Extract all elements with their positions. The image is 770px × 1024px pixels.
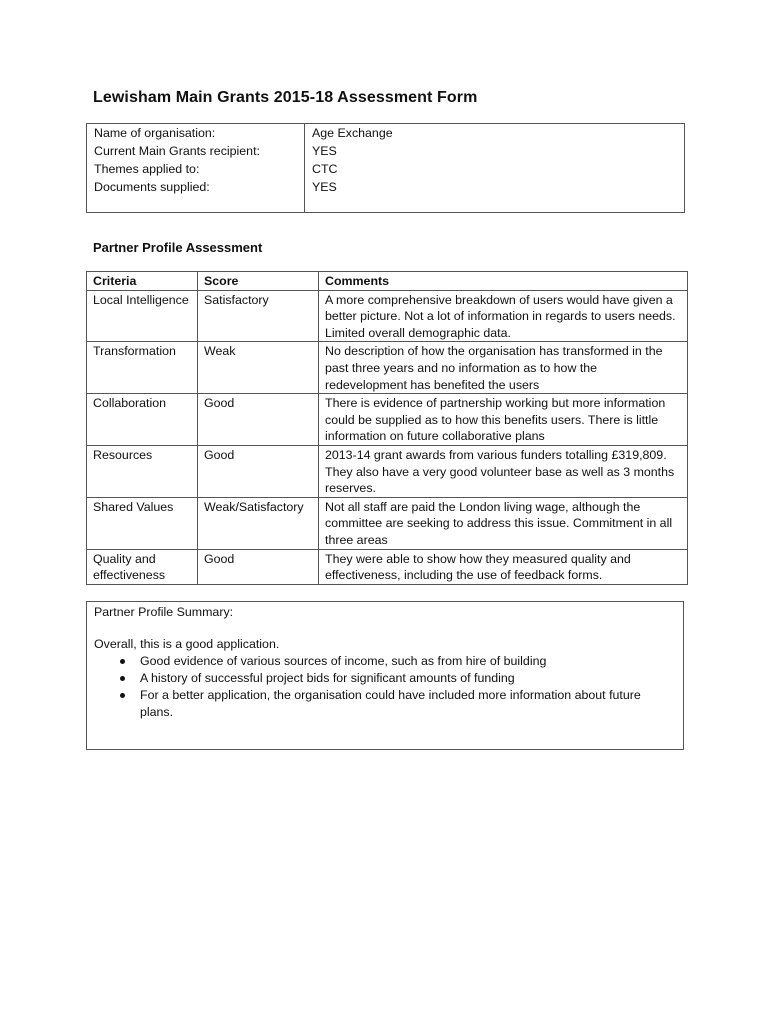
score-cell: Good — [198, 549, 319, 584]
score-cell: Good — [198, 394, 319, 446]
score-cell: Good — [198, 445, 319, 497]
assessment-table — [86, 271, 688, 585]
comments-cell: No description of how the organisation has transformed in the past three years and no information as to how the redevelopment has benefited the users — [319, 342, 688, 394]
info-label: Current Main Grants recipient: — [87, 142, 305, 160]
summary-heading: Partner Profile Summary: — [94, 605, 234, 619]
comments-cell: 2013-14 grant awards from various funders totalling £319,809. They also have a very good volunteer base as well as 3 months reserves. — [319, 445, 688, 497]
criteria-cell: Collaboration — [87, 394, 198, 446]
table-row — [87, 342, 688, 394]
list-item: For a better application, the organisation could have included more information about future plans. — [140, 687, 676, 721]
comments-cell: There is evidence of partnership working but more information could be supplied as to how this benefits users. There is little information on future collaborative plans — [319, 394, 688, 446]
page-title: Lewisham Main Grants 2015-18 Assessment Form — [93, 89, 478, 106]
table-header-row — [87, 272, 688, 291]
criteria-header: Criteria — [87, 272, 198, 291]
table-row — [87, 549, 688, 584]
info-value: CTC — [305, 160, 685, 178]
info-label: Documents supplied: — [87, 178, 305, 213]
table-row — [87, 394, 688, 446]
info-row — [87, 124, 685, 143]
info-row — [87, 142, 685, 160]
section-title: Partner Profile Assessment — [93, 240, 263, 255]
criteria-cell: Quality and effectiveness — [87, 549, 198, 584]
info-row — [87, 178, 685, 213]
summary-intro: Overall, this is a good application. — [94, 637, 280, 651]
info-value: YES — [305, 178, 685, 213]
comments-cell: They were able to show how they measured quality and effectiveness, including the use of feedback forms. — [319, 549, 688, 584]
info-label: Name of organisation: — [87, 124, 305, 143]
criteria-cell: Transformation — [87, 342, 198, 394]
score-header: Score — [198, 272, 319, 291]
organisation-info-table — [86, 123, 685, 213]
comments-cell: A more comprehensive breakdown of users would have given a better picture. Not a lot of information in regards to users needs. Limited overall demographic data. — [319, 290, 688, 342]
comments-cell: Not all staff are paid the London living wage, although the committee are seeking to address this issue. Commitment in all three areas — [319, 497, 688, 549]
info-label: Themes applied to: — [87, 160, 305, 178]
summary-bullet-list — [94, 653, 676, 721]
criteria-cell: Shared Values — [87, 497, 198, 549]
list-item: Good evidence of various sources of income, such as from hire of building — [140, 653, 676, 670]
score-cell: Weak/Satisfactory — [198, 497, 319, 549]
comments-header: Comments — [319, 272, 688, 291]
list-item: A history of successful project bids for significant amounts of funding — [140, 670, 676, 687]
table-row — [87, 497, 688, 549]
table-row — [87, 445, 688, 497]
criteria-cell: Resources — [87, 445, 198, 497]
score-cell: Satisfactory — [198, 290, 319, 342]
info-row — [87, 160, 685, 178]
criteria-cell: Local Intelligence — [87, 290, 198, 342]
table-row — [87, 290, 688, 342]
profile-summary-box — [86, 601, 684, 750]
info-value: YES — [305, 142, 685, 160]
info-value: Age Exchange — [305, 124, 685, 143]
score-cell: Weak — [198, 342, 319, 394]
